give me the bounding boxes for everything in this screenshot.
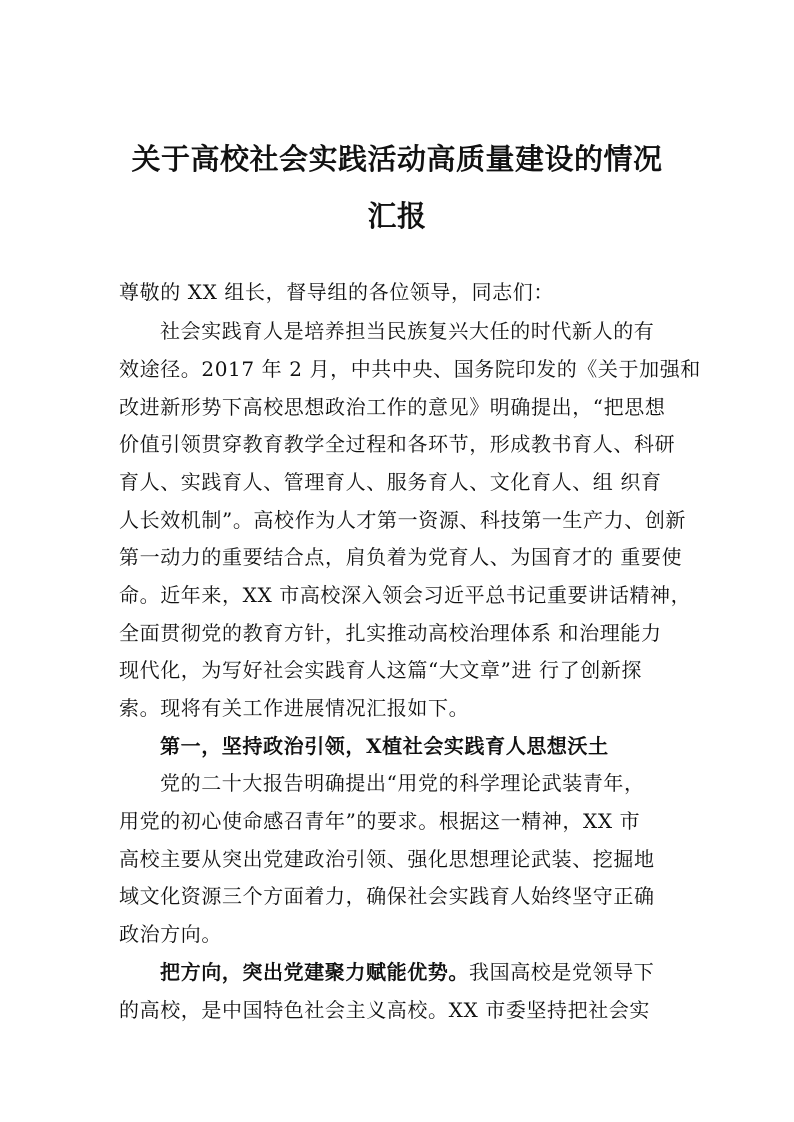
- paragraph-2-line: 域文化资源三个方面着力，确保社会实践育人始终坚守正确: [119, 884, 655, 908]
- paragraph-3-lead: 把方向，突出党建聚力赋能优势。: [160, 960, 469, 984]
- paragraph-3-text: 我国高校是党领导下: [469, 960, 655, 984]
- section-heading-1: 第一，坚持政治引领，X植社会实践育人思想沃土: [160, 734, 609, 758]
- paragraph-1-line: 效途径。2017 年 2 月，中共中央、国务院印发的《关于加强和: [119, 357, 701, 381]
- paragraph-2-line: 高校主要从突出党建政治引领、强化思想理论武装、挖掘地: [119, 847, 655, 871]
- paragraph-1-line: 价值引领贯穿教育教学全过程和各环节，形成教书育人、科研: [119, 432, 676, 456]
- document-title: 关于高校社会实践活动高质量建设的情况: [131, 142, 663, 176]
- paragraph-1-line: 命。近年来，XX 市高校深入领会习近平总书记重要讲话精神，: [119, 583, 692, 607]
- paragraph-1-line: 索。现将有关工作进展情况汇报如下。: [119, 696, 470, 720]
- paragraph-2-line: 用党的初心使命感召青年”的要求。根据这一精神，XX 市: [119, 809, 641, 833]
- paragraph-1-line: 第一动力的重要结合点，肩负着为党育人、为国育才的 重要使: [119, 545, 683, 569]
- paragraph-1-line: 育人、实践育人、管理育人、服务育人、文化育人、组 织育: [119, 470, 662, 494]
- document-title-continued: 汇报: [367, 199, 427, 233]
- paragraph-3-line: 的高校，是中国特色社会主义高校。XX 市委坚持把社会实: [119, 998, 651, 1022]
- paragraph-2-line: 政治方向。: [119, 922, 222, 946]
- paragraph-3-line: [160, 959, 654, 985]
- paragraph-1-line: 全面贯彻党的教育方针，扎实推动高校治理体系 和治理能力: [119, 621, 662, 645]
- paragraph-1-line: 改进新形势下高校思想政治工作的意见》明确提出，“把思想: [119, 395, 666, 419]
- salutation: 尊敬的 XX 组长，督导组的各位领导，同志们：: [119, 280, 554, 304]
- paragraph-1-line: 社会实践育人是培养担当民族复兴大任的时代新人的有: [160, 319, 655, 343]
- paragraph-2-line: 党的二十大报告明确提出“用党的科学理论武装青年，: [160, 771, 645, 795]
- paragraph-1-line: 现代化，为写好社会实践育人这篇“大文章”进 行了创新探: [119, 658, 643, 682]
- paragraph-1-line: 人长效机制”。高校作为人才第一资源、科技第一生产力、创新: [119, 508, 687, 532]
